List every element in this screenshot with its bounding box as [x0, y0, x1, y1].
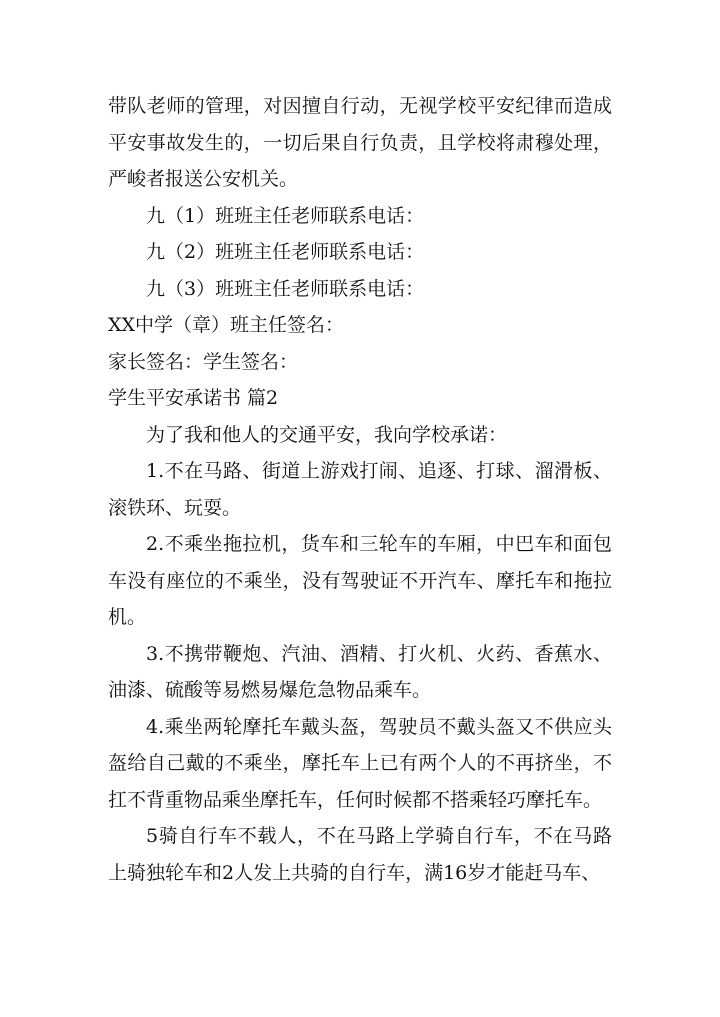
- section-heading: 学生平安承诺书 篇2: [108, 387, 279, 409]
- pledge-item-1: 1.不在马路、街道上游戏打闹、追逐、打球、溜滑板、滚铁环、玩耍。: [108, 460, 612, 519]
- parent-student-signature-line: 家长签名：学生签名：: [108, 350, 299, 373]
- class-9-2-phone-line: 九（2）班班主任老师联系电话：: [146, 241, 425, 263]
- school-seal-signature-line: XX中学（章）班主任签名：: [108, 314, 345, 336]
- intro-paragraph: 为了我和他人的交通平安，我向学校承诺：: [146, 423, 508, 446]
- class-9-1-phone-line: 九（1）班班主任老师联系电话：: [146, 204, 425, 227]
- document-body: [108, 88, 612, 891]
- pledge-item-2: 2.不乘坐拖拉机，货车和三轮车的车厢，中巴车和面包车没有座位的不乘坐，没有驾驶证不开汽车、摩托车和拖拉机。: [108, 533, 612, 628]
- pledge-item-3: 3.不携带鞭炮、汽油、酒精、打火机、火药、香蕉水、油漆、硫酸等易燃易爆危急物品乘车。: [108, 642, 612, 701]
- class-9-3-phone-line: 九（3）班班主任老师联系电话：: [146, 277, 425, 300]
- pledge-item-5: 5骑自行车不载人，不在马路上学骑自行车，不在马路上骑独轮车和2人发上共骑的自行车，满16岁才能赶马车、: [108, 825, 612, 884]
- paragraph-continuation: 带队老师的管理，对因擅自行动，无视学校平安纪律而造成平安事故发生的，一切后果自行负责，且学校将肃穆处理，严峻者报送公安机关。: [108, 95, 612, 190]
- pledge-item-4: 4.乘坐两轮摩托车戴头盔，驾驶员不戴头盔又不供应头盔给自己戴的不乘坐，摩托车上已有两个人的不再挤坐，不扛不背重物品乘坐摩托车，任何时候都不搭乘轻巧摩托车。: [108, 715, 612, 811]
